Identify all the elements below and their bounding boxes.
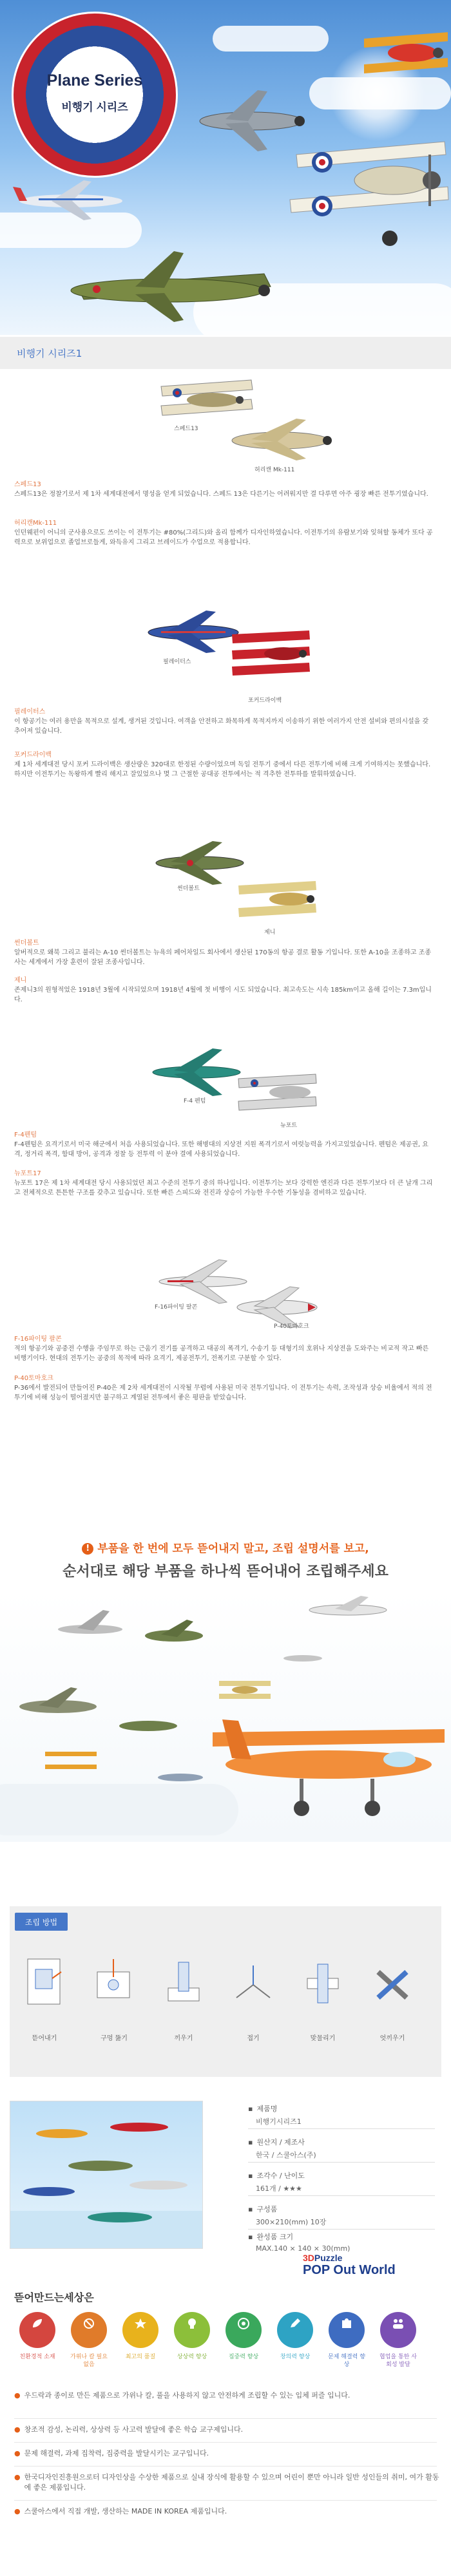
- caption-fokker: 포커드라이백: [248, 697, 282, 704]
- no-scissors-icon: [82, 2318, 95, 2329]
- feature-label: 가위나 칼 필요없음: [70, 2354, 108, 2368]
- caption-spad13: 스페드13: [174, 426, 198, 432]
- feature-badge-quality: [122, 2312, 158, 2348]
- puzzle-icon: [340, 2318, 353, 2329]
- punch-hole-icon: [91, 1953, 137, 2017]
- warning-line-2: 순서대로 해당 부품을 하나씩 뜯어내어 조립해주세요: [62, 1564, 389, 1580]
- people-icon: [392, 2318, 405, 2329]
- feature-badge-eco: [19, 2312, 55, 2348]
- warning-line-1-text: 부품을 한 번에 모두 뜯어내지 말고, 조립 설명서를 보고,: [97, 1542, 369, 1555]
- feature-badge-imagination: [174, 2312, 210, 2348]
- feature-label: 문제 해결력 향상: [328, 2354, 365, 2368]
- divider: [248, 2195, 435, 2196]
- description-title: 뉴포트17: [14, 1170, 41, 1177]
- step-punch-hole: [86, 1953, 142, 2042]
- description-pilatus: [14, 707, 433, 736]
- divider: [14, 2418, 437, 2419]
- spec-label: 완성품 크기: [256, 2233, 294, 2241]
- description-hurricane: [14, 518, 433, 547]
- green-bomber-model-icon: [52, 248, 283, 325]
- note-item: [14, 2472, 439, 2493]
- leaf-icon: [31, 2318, 44, 2329]
- caption-f4: F-4 펜텀: [184, 1098, 206, 1104]
- note-item: [14, 2391, 439, 2401]
- caption-hurricane: 허리캔 Mk-111: [254, 467, 295, 473]
- tear-off-icon: [21, 1953, 68, 2017]
- biplane-icon: [45, 1752, 97, 1769]
- spec-label: 조각수 / 난이도: [256, 2172, 305, 2180]
- description-body: P-36에서 발전되어 만들어진 P-40은 제 2차 세계대전이 시작될 무렵에 사용된 미국 전투기입니다. 이 전투기는 속력, 조작성과 상승 비율에서 적의 전투기에 비해 성능이 떨어졌지만 불구하고 계열된 전투에서 좋은 평판을 받았습니다.: [14, 1385, 432, 1401]
- spec-components: [248, 2204, 435, 2227]
- spec-finished-size: [248, 2231, 435, 2253]
- spec-label: 원산지 / 제조사: [256, 2138, 305, 2146]
- step-label: 구멍 뚫기: [101, 2035, 128, 2042]
- brand-3d: 3D: [303, 2253, 314, 2263]
- bullet-icon: ▪: [248, 2204, 253, 2213]
- step-interlock: [294, 1953, 351, 2042]
- cloud: [213, 26, 329, 52]
- airliner-icon: [309, 1596, 387, 1615]
- section-title: 비행기 시리즈1: [17, 347, 82, 359]
- hero-banner: [0, 0, 451, 335]
- bullet-icon: ▪: [248, 2171, 253, 2180]
- description-f16: [14, 1334, 433, 1363]
- step-label: 맞물리기: [310, 2035, 336, 2042]
- description-body: 적의 항공기와 공중전 수행을 주임무로 하는 근움기 전기를 공격하고 대공의 폭격기, 수송기 등 대형기의 호위나 지상전을 도와주는 비교적 작고 빠른 비행기이다. 현대의 전투기는 공중의 목적에 따라 요격기, 제공전투기, 전폭기로 구분할 수 있다.: [14, 1345, 429, 1362]
- orange-plane-icon: [213, 1719, 445, 1816]
- step-label: 끼우기: [174, 2035, 193, 2042]
- feature-label: 창의력 향상: [280, 2354, 311, 2360]
- note-text: 창조적 감성, 논리력, 상상력 등 사고력 발달에 좋은 학습 교구제입니다.: [24, 2425, 244, 2434]
- brand-logo: [303, 2253, 441, 2284]
- feature-badge-creativity: [277, 2312, 313, 2348]
- step-fold: [225, 1953, 282, 2042]
- step-tear-off: [16, 1953, 73, 2042]
- planes-diorama: [0, 1591, 451, 1842]
- bullet-icon: ●: [14, 2391, 21, 2400]
- description-title: 포커드라이백: [14, 752, 52, 759]
- step-label: 접기: [247, 2035, 260, 2042]
- airliner-model-icon: [13, 174, 129, 225]
- jet-icon: [283, 1655, 322, 1662]
- spec-value: 161개 / ★★★: [256, 2184, 302, 2193]
- step-label: 엇끼우기: [379, 2035, 405, 2042]
- series-roundel-badge: [12, 12, 178, 178]
- spec-value: MAX.140 × 140 × 30(mm): [256, 2244, 350, 2253]
- caption-pilatus: 필레이터스: [163, 659, 191, 665]
- assembly-warning: [0, 1539, 451, 1580]
- description-title: P-40토마호크: [14, 1375, 53, 1382]
- jenny-model-icon: [232, 869, 322, 927]
- biplane-icon: [219, 1681, 271, 1699]
- divider: [248, 2229, 435, 2230]
- jet-icon: [158, 1774, 203, 1781]
- assembly-method-label: 조립 방법: [15, 1913, 68, 1931]
- lightbulb-icon: [186, 2318, 198, 2329]
- brand-puzzle: Puzzle: [314, 2253, 343, 2263]
- description-title: F-16파이팅 팔콘: [14, 1336, 62, 1343]
- divider: [14, 2466, 437, 2467]
- product-package-image: [10, 2101, 203, 2249]
- description-body: 이 항공기는 여러 용만을 목적으로 설계, 생겨된 것입니다. 여객을 안전하고 화목하게 목적지까지 이송하기 위한 여러가지 안전 설비와 편의시설을 갖추어져 있습니다.: [14, 718, 429, 735]
- feature-label: 친환경적 소재: [19, 2354, 55, 2360]
- bullet-icon: ▪: [248, 2232, 253, 2241]
- spec-value: 300×210(mm) 10장: [256, 2218, 327, 2226]
- note-text: 스쿨아스에서 직접 개발, 생산하는 MADE IN KOREA 제품입니다.: [24, 2507, 227, 2515]
- interlock-icon: [300, 1953, 346, 2017]
- hero-title: Plane Series: [46, 71, 143, 90]
- bullet-icon: ●: [14, 2507, 21, 2515]
- divider: [14, 2442, 437, 2443]
- caption-p40: P-40토마호크: [274, 1323, 309, 1330]
- note-text: 한국디자인진흥원으로터 디자인상을 수상한 제품으로 실내 장식에 활용할 수 있으며 어린이 뿐만 아니라 일반 성인들의 취미, 여가 활동에 좋은 제품입니다.: [24, 2473, 439, 2492]
- bullet-icon: ▪: [248, 2137, 253, 2146]
- spec-value: 비행기시리즈1: [256, 2117, 302, 2126]
- hero-subtitle: 비행기 시리즈: [61, 101, 128, 113]
- bullet-icon: ●: [14, 2473, 21, 2481]
- divider: [248, 2162, 435, 2163]
- description-title: 썬더볼트: [14, 940, 39, 947]
- description-body: 인던웨펀이 어니의 군사용으로도 쓰이는 이 전투기는 #80%(그리드)와 올리 함께가 디자인하였습니다. 이전투기의 유람보기와 잊혀할 동체가 또다 공력으로 보위업으로 졸업브로들게, 와득유지 그리고 브레이드가 수업으로 적용합니다.: [14, 529, 433, 546]
- features-title: 뜯어만드는세상은: [14, 2291, 94, 2304]
- divider: [14, 2500, 437, 2501]
- description-body: 존제니3의 원형적었은 1918년 3월에 시작되었으며 1918년 4월에 첫 비행이 시도 되었습니다. 최고속도는 시속 185km이고 올해 길이는 7.3m입니다.: [14, 987, 432, 1003]
- bullet-icon: ●: [14, 2449, 21, 2458]
- description-title: 스페드13: [14, 481, 41, 488]
- brand-line-1: [303, 2253, 441, 2263]
- feature-label: 집중력 향상: [228, 2354, 259, 2360]
- step-cross-insert: [364, 1953, 421, 2042]
- description-p40: [14, 1374, 433, 1403]
- section-title-bar: [0, 337, 451, 369]
- spec-origin: [248, 2137, 435, 2160]
- description-title: 허리캔Mk-111: [14, 520, 57, 527]
- green-plane-icon: [145, 1620, 203, 1642]
- feature-badge-no-scissors: [71, 2312, 107, 2348]
- caption-thunderbolt: 썬더볼트: [177, 886, 200, 892]
- assembly-method-panel: [10, 1906, 441, 2077]
- fighter-icon: [119, 1721, 177, 1731]
- pencil-icon: [289, 2318, 302, 2329]
- description-thunderbolt: [14, 938, 433, 967]
- fold-icon: [230, 1953, 276, 2017]
- description-nieuport: [14, 1169, 433, 1198]
- caption-nieuport: 뉴포트: [280, 1122, 298, 1129]
- grey-fighter-model-icon: [193, 84, 309, 155]
- note-text: 우드락과 종이로 만든 제품으로 가위나 칼, 풀을 사용하지 않고 안전하게 조립할 수 있는 입체 퍼즐 입니다.: [24, 2391, 350, 2400]
- note-item: [14, 2425, 439, 2435]
- feature-label: 상상력 향상: [177, 2354, 207, 2360]
- description-body: 제 1차 세계대전 당시 포커 드라이백은 생산량은 320대로 한정된 수량이었으며 독일 전투기 중에서 다른 전투기에 비해 크게 기여하지는 못했습니다. 하지만 이전투기는 독왕하게 빨리 해지고 잘있었으나 몇 그 근절한 공대공 전투에서는 적 격추한 전투하를 발휘하였습니다.: [14, 761, 431, 778]
- description-body: F-4펜텀은 요격기로서 미국 해군에서 처음 사용되었습니다. 또한 해병대의 지상전 지원 폭격기로서 여럿능력을 가지고있었습니다. 펜텀은 제공권, 요격, 정거리 폭격, 함대 방어, 공격과 정찰 등 전투력 이 분야 결에 사용되었습니다.: [14, 1141, 428, 1158]
- feature-label: 최고의 품질: [125, 2354, 156, 2360]
- note-text: 문제 해결력, 과제 집착력, 집중력을 발달시키는 교구입니다.: [24, 2449, 209, 2458]
- description-fokker: [14, 750, 433, 779]
- feature-badge-social: [380, 2312, 416, 2348]
- description-f4: [14, 1130, 433, 1159]
- spec-pieces: [248, 2170, 435, 2193]
- description-title: F-4펜텀: [14, 1132, 37, 1139]
- target-icon: [237, 2318, 250, 2329]
- spec-label: 구성품: [256, 2205, 278, 2213]
- jet-icon: [58, 1610, 122, 1634]
- description-body: 스페드13은 정찰기로서 제 1차 세계대전에서 명성을 얻게 되었습니다. 스페드 13은 다른기는 어려워지만 결 다루면 아주 굉장 빠른 전투기였습니다.: [14, 491, 428, 498]
- yellow-biplane-model-icon: [361, 13, 451, 97]
- spec-label: 제품명: [256, 2105, 278, 2113]
- divider: [248, 2128, 435, 2129]
- cross-insert-icon: [369, 1953, 416, 2017]
- description-spad13: [14, 480, 433, 499]
- feature-badge-focus: [225, 2312, 262, 2348]
- caption-f16: F-16파이팅 팔콘: [155, 1304, 198, 1311]
- spec-value: 한국 / 스쿨아스(주): [256, 2151, 316, 2159]
- note-item: [14, 2506, 439, 2517]
- bomber-icon: [19, 1687, 97, 1713]
- step-insert: [155, 1953, 212, 2042]
- warning-line-1: [0, 1539, 451, 1555]
- caption-jenny: 제니: [264, 929, 276, 936]
- bullet-icon: ●: [14, 2425, 21, 2434]
- note-item: [14, 2448, 439, 2459]
- hurricane-model-icon: [225, 412, 335, 464]
- description-body: 알버적으로 왜북 그리고 불리는 A-10 썬더볼트는 뉴욕의 페어차일드 회사에서 생산된 170동의 항공 결로 활동 기입니다. 또한 A-10을 조종하고 조종사는 세계에서 가장 훈련이 잘된 조종사입니다.: [14, 949, 432, 966]
- insert-icon: [160, 1953, 207, 2017]
- description-jenny: [14, 976, 433, 1005]
- description-body: 뉴포트 17은 제 1차 세계대전 당시 사용되었던 최고 수준의 전투기 중의 하나입니다. 이전투기는 보다 강력한 엔진과 다른 전투기보다 더 큰 날개 그리고 전체적으로 튼튼한 구조를 갖추고 있습니다. 또한 빠른 스피드와 전진과 상승이 가능한 우수한 기동성을 겸비하고 있습니다.: [14, 1180, 433, 1197]
- feature-badge-problem-solving: [329, 2312, 365, 2348]
- star-icon: [134, 2318, 147, 2329]
- warning-icon: !: [82, 1543, 93, 1555]
- description-title: 제니: [14, 977, 27, 984]
- f4-phantom-model-icon: [148, 1043, 245, 1101]
- description-title: 필레이터스: [14, 708, 46, 715]
- step-label: 뜯어내기: [32, 2035, 57, 2042]
- nieuport-model-icon: [232, 1063, 322, 1121]
- spec-product-name: [248, 2103, 435, 2126]
- diorama-scene: [0, 1591, 451, 1842]
- fokker-model-icon: [225, 621, 316, 686]
- package-planes-illustration: [10, 2101, 203, 2249]
- brand-line-2: POP Out World: [303, 2263, 396, 2277]
- feature-label: 협업을 통한 사회성 발달: [379, 2354, 417, 2368]
- bullet-icon: ▪: [248, 2104, 253, 2113]
